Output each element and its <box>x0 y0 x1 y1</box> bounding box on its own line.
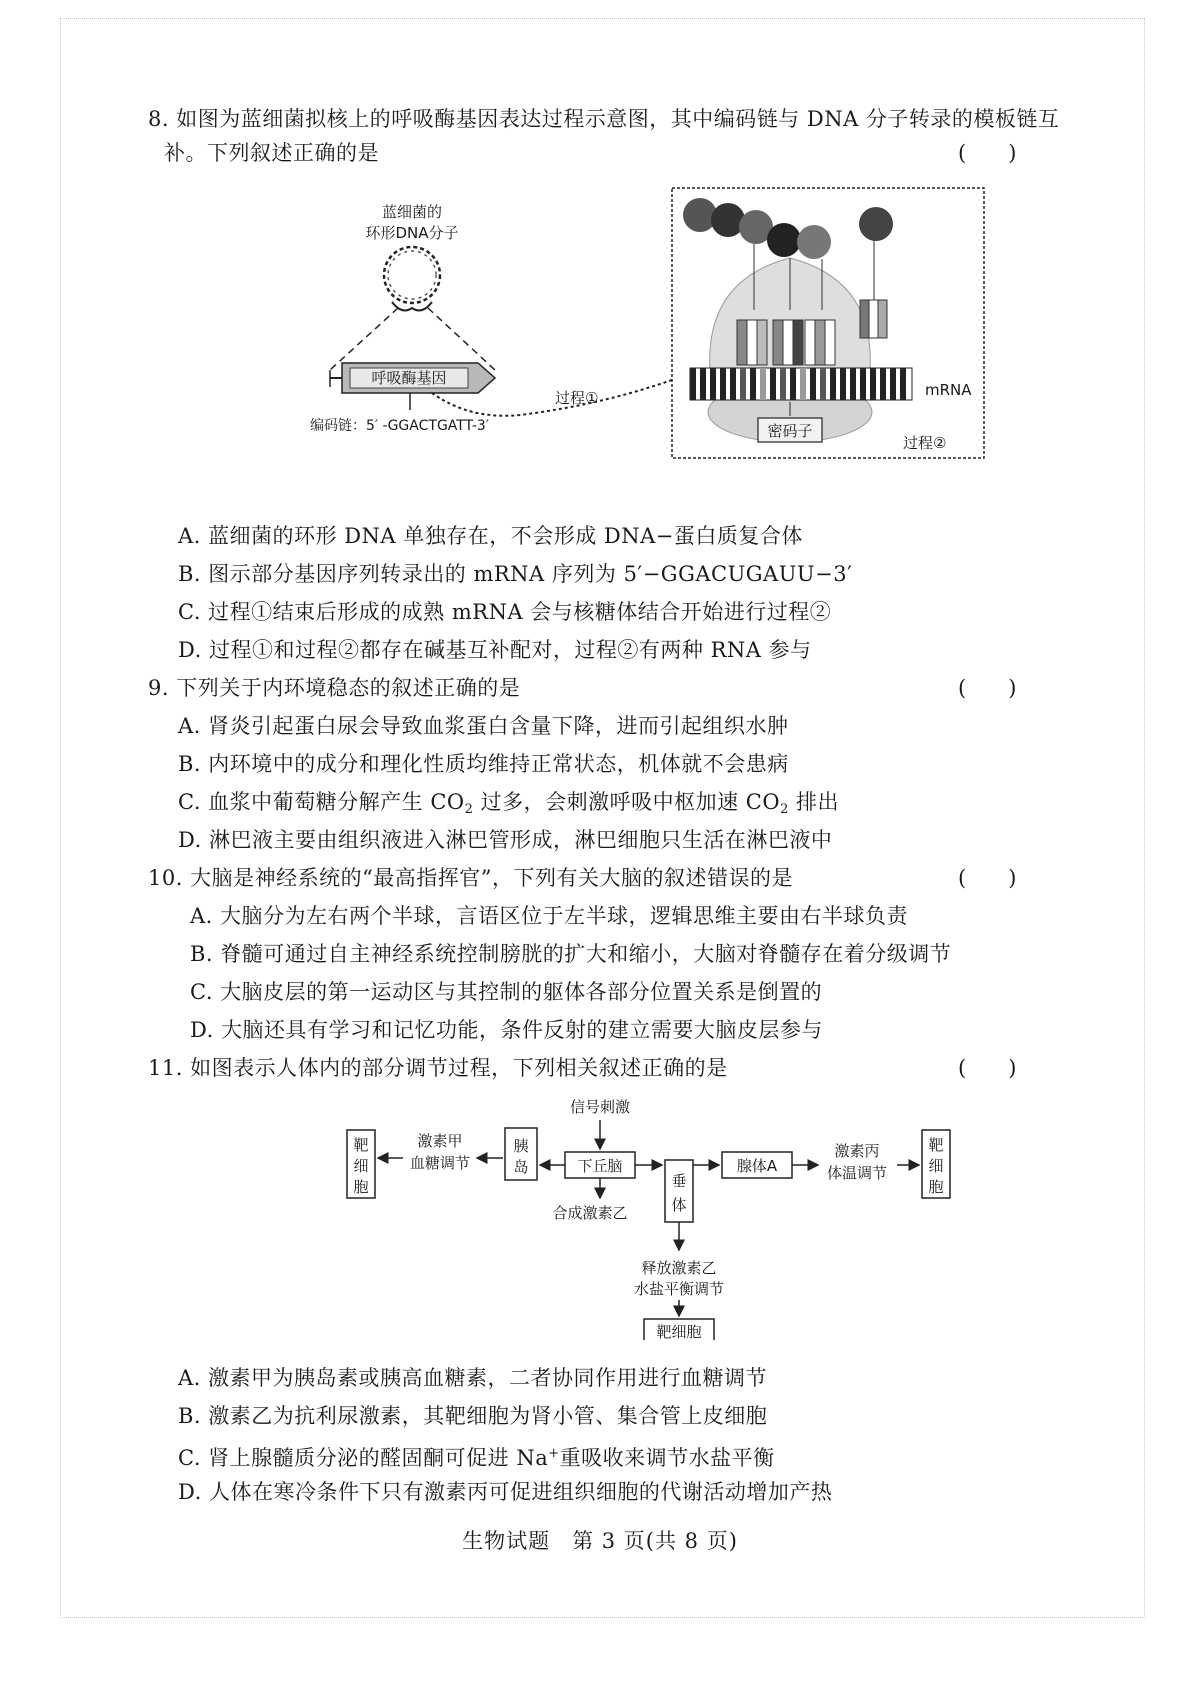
hormone-bing-line2: 体温调节 <box>826 1164 888 1182</box>
q11-answer-paren: ( ) <box>958 1056 1017 1080</box>
target-left-char1: 靶 <box>353 1136 369 1154</box>
pituitary-char2: 体 <box>671 1196 687 1214</box>
q8-option-a: A. 蓝细菌的环形 DNA 单独存在，不会形成 DNA−蛋白质复合体 <box>178 524 803 548</box>
q8-option-c: C. 过程①结束后形成的成熟 mRNA 会与核糖体结合开始进行过程② <box>178 600 832 624</box>
target-right-char1: 靶 <box>928 1136 944 1154</box>
synth-yi-label: 合成激素乙 <box>552 1204 628 1222</box>
q8-option-d: D. 过程①和过程②都存在碱基互补配对，过程②有两种 RNA 参与 <box>178 638 812 662</box>
q11-option-c: C. 肾上腺髓质分泌的醛固酮可促进 Na+重吸收来调节水盐平衡 <box>178 1446 775 1470</box>
q8-stem-line2: 补。下列叙述正确的是 <box>164 141 379 165</box>
mrna-strand <box>690 368 912 400</box>
q9-option-a: A. 肾炎引起蛋白尿会导致血浆蛋白含量下降，进而引起组织水肿 <box>178 714 789 738</box>
target-bottom-label: 靶细胞 <box>656 1323 702 1340</box>
q9-option-b: B. 内环境中的成分和理化性质均维持正常状态，机体就不会患病 <box>178 752 789 776</box>
q8-option-b: B. 图示部分基因序列转录出的 mRNA 序列为 5′−GGACUGAUU−3′ <box>178 562 853 586</box>
release-yi-line1: 释放激素乙 <box>641 1259 717 1277</box>
q10-option-c: C. 大脑皮层的第一运动区与其控制的躯体各部分位置关系是倒置的 <box>190 980 823 1004</box>
process1-label: 过程① <box>555 389 599 407</box>
q11-option-b: B. 激素乙为抗利尿激素，其靶细胞为肾小管、集合管上皮细胞 <box>178 1404 768 1428</box>
q11-stem: 11. 如图表示人体内的部分调节过程，下列相关叙述正确的是 <box>148 1056 728 1080</box>
hormone-bing-line1: 激素丙 <box>834 1142 880 1160</box>
target-left-char2: 细 <box>353 1157 369 1175</box>
hormone-jia-line2: 血糖调节 <box>409 1154 471 1172</box>
q10-answer-paren: ( ) <box>958 866 1017 890</box>
target-right-char2: 细 <box>928 1157 944 1175</box>
pancreas-char2: 岛 <box>513 1158 529 1176</box>
q10-stem: 10. 大脑是神经系统的“最高指挥官”，下列有关大脑的叙述错误的是 <box>148 866 794 890</box>
gland-a-label: 腺体A <box>736 1157 778 1175</box>
circular-dna-icon <box>384 247 440 310</box>
release-yi-line2: 水盐平衡调节 <box>633 1280 725 1298</box>
q8-stem-line1: 8. 如图为蓝细菌拟核上的呼吸酶基因表达过程示意图，其中编码链与 DNA 分子转录的模板链互 <box>148 107 1060 131</box>
q11-figure <box>0 1090 1200 1340</box>
process2-label: 过程② <box>903 434 947 452</box>
q9-option-c: C. 血浆中葡萄糖分解产生 $CO_2$ 过多，会刺激呼吸中枢加速 $CO_2$ 排出 <box>178 790 840 817</box>
target-left-char3: 胞 <box>353 1178 369 1196</box>
q8-figure <box>0 180 1200 490</box>
q10-option-a: A. 大脑分为左右两个半球，言语区位于左半球，逻辑思维主要由右半球负责 <box>190 904 909 928</box>
q9-option-d: D. 淋巴液主要由组织液进入淋巴管形成，淋巴细胞只生活在淋巴液中 <box>178 828 833 852</box>
target-right-char3: 胞 <box>928 1178 944 1196</box>
pituitary-char1: 垂 <box>671 1172 687 1190</box>
pancreas-char1: 胰 <box>513 1137 529 1155</box>
mrna-label: mRNA <box>925 381 972 399</box>
q9-stem: 9. 下列关于内环境稳态的叙述正确的是 <box>148 676 521 700</box>
q8-answer-paren: ( ) <box>958 141 1017 165</box>
gene-label: 呼吸酶基因 <box>371 369 447 387</box>
page-footer: 生物试题 第 3 页(共 8 页) <box>462 1529 738 1553</box>
hormone-jia-line1: 激素甲 <box>417 1132 463 1150</box>
dna-title-line2: 环形DNA分子 <box>365 224 459 242</box>
q10-option-b: B. 脊髓可通过自主神经系统控制膀胱的扩大和缩小，大脑对脊髓存在着分级调节 <box>190 942 952 966</box>
dna-title-line1: 蓝细菌的 <box>381 203 443 221</box>
q9-answer-paren: ( ) <box>958 676 1017 700</box>
q11-option-d: D. 人体在寒冷条件下只有激素丙可促进组织细胞的代谢活动增加产热 <box>178 1480 833 1504</box>
coding-strand: 编码链：5′ -GGACTGATT-3′ <box>310 418 489 434</box>
q10-option-d: D. 大脑还具有学习和记忆功能，条件反射的建立需要大脑皮层参与 <box>190 1018 823 1042</box>
codon-label: 密码子 <box>767 422 813 440</box>
hypothalamus-label: 下丘脑 <box>577 1157 623 1175</box>
signal-label: 信号刺激 <box>569 1098 631 1116</box>
q11-option-a: A. 激素甲为胰岛素或胰高血糖素，二者协同作用进行血糖调节 <box>178 1366 768 1390</box>
